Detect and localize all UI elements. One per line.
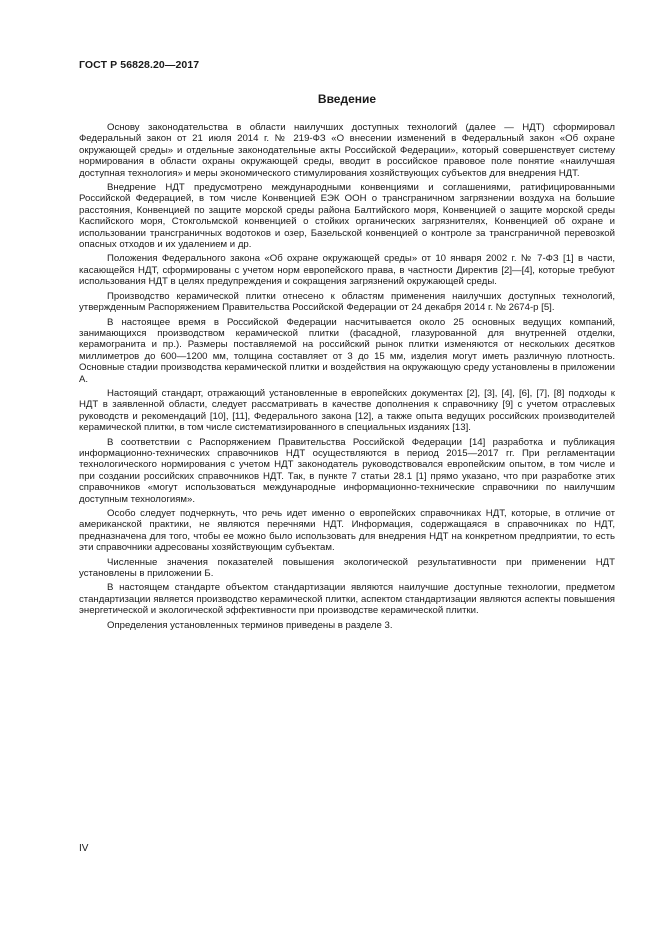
document-header: ГОСТ Р 56828.20—2017 bbox=[79, 59, 200, 71]
paragraph: Основу законодательства в области наилучших доступных технологий (далее — НДТ) сформировал Федеральный закон от 21 июля 2014 г. № 219-ФЗ «О внесении изменений в Федеральный закон «Об охране окружающей среды» и отдельные законодательные акты Российской Федерации», который совершенствует систему нормирования в области охраны окружающей среды, вводит в российское правовое поле понятие «наилучшая доступная технология» и меры экономического стимулирования хозяйствующих субъектов для внедрения НДТ. bbox=[79, 122, 615, 179]
paragraph: В настоящее время в Российской Федерации насчитывается около 25 основных ведущих компаний, занимающихся производством керамической плитки (фасадной, глазурованной для внутренней отделки, керамогранита и пр.). Размеры поставляемой на российский рынок плитки изменяются от нескольких десятков миллиметров до 600—1200 мм, толщина составляет от 3 до 15 мм, изделия могут иметь различную плотность. Основные стадии производства керамической плитки и воздействия на окружающую среду установлены в приложении А. bbox=[79, 316, 615, 385]
page-number: IV bbox=[79, 843, 89, 854]
paragraph: Особо следует подчеркнуть, что речь идет именно о европейских справочниках НДТ, которые, в отличие от американской практики, не являются перечнями НДТ. Информация, содержащаяся в справочниках по НДТ, предназначена для того, чтобы ее можно было использовать для внедрения НДТ на конкретном предприятии, то есть эти справочники адресованы хозяйствующим субъектам. bbox=[79, 508, 615, 554]
paragraph: Внедрение НДТ предусмотрено международными конвенциями и соглашениями, ратифицированными Российской Федерацией, в том числе Конвенцией ЕЭК ООН о трансграничном загрязнении воздуха на большие расстояния, Конвенцией по защите морской среды района Балтийского моря, Конвенцией о защите морской среды Каспийского моря, Стокгольмской конвенцией о стойких органических загрязнителях, Конвенцией об охране и использовании трансграничных водотоков и озер, Базельской конвенцией о контроле за трансграничной перевозкой опасных отходов и их удалением и др. bbox=[79, 182, 615, 251]
section-title: Введение bbox=[317, 92, 377, 106]
paragraph: В настоящем стандарте объектом стандартизации являются наилучшие доступные технологии, предметом стандартизации является производство керамической плитки, аспектом стандартизации являются аспекты повышения энергетической и экологической эффективности при производстве керамической плитки. bbox=[79, 582, 615, 617]
paragraph: В соответствии с Распоряжением Правительства Российской Федерации [14] разработка и публикация информационно-технических справочников НДТ осуществляются в период 2015—2017 гг. При регламентации технологического нормирования с учетом НДТ законодатель руководствовался европейским опытом, в том числе и при создании российских справочников НДТ. Так, в пункте 7 статьи 28.1 [1] прямо указано, что при разработке этих справочников «могут использоваться международные информационно-технические справочники по наилучшим доступным технологиям». bbox=[79, 436, 615, 505]
body-text bbox=[79, 122, 615, 634]
paragraph: Численные значения показателей повышения экологической результативности при применении НДТ установлены в приложении Б. bbox=[79, 556, 615, 580]
paragraph: Производство керамической плитки отнесено к областям применения наилучших доступных технологий, утвержденным Распоряжением Правительства Российской Федерации от 24 декабря 2014 г. № 2674-р [5]. bbox=[79, 290, 615, 314]
paragraph: Положения Федерального закона «Об охране окружающей среды» от 10 января 2002 г. № 7-ФЗ [1] в части, касающейся НДТ, сформированы с учетом норм европейского права, в частности Директив [2]—[4], которые требуют использования НДТ в целях предупреждения и сокращения загрязнений окружающей среды. bbox=[79, 253, 615, 288]
paragraph: Настоящий стандарт, отражающий установленные в европейских документах [2], [3], [4], [6], [7], [8] подходы к НДТ в заявленной области, следует рассматривать в качестве дополнения к справочнику [9] с учетом отраслевых руководств и рекомендаций [10], [11], Федерального закона [12], а также опыта ведущих российских производителей керамической плитки, в том числе систематизированного в специальных изданиях [13]. bbox=[79, 387, 615, 434]
paragraph: Определения установленных терминов приведены в разделе 3. bbox=[107, 619, 393, 631]
